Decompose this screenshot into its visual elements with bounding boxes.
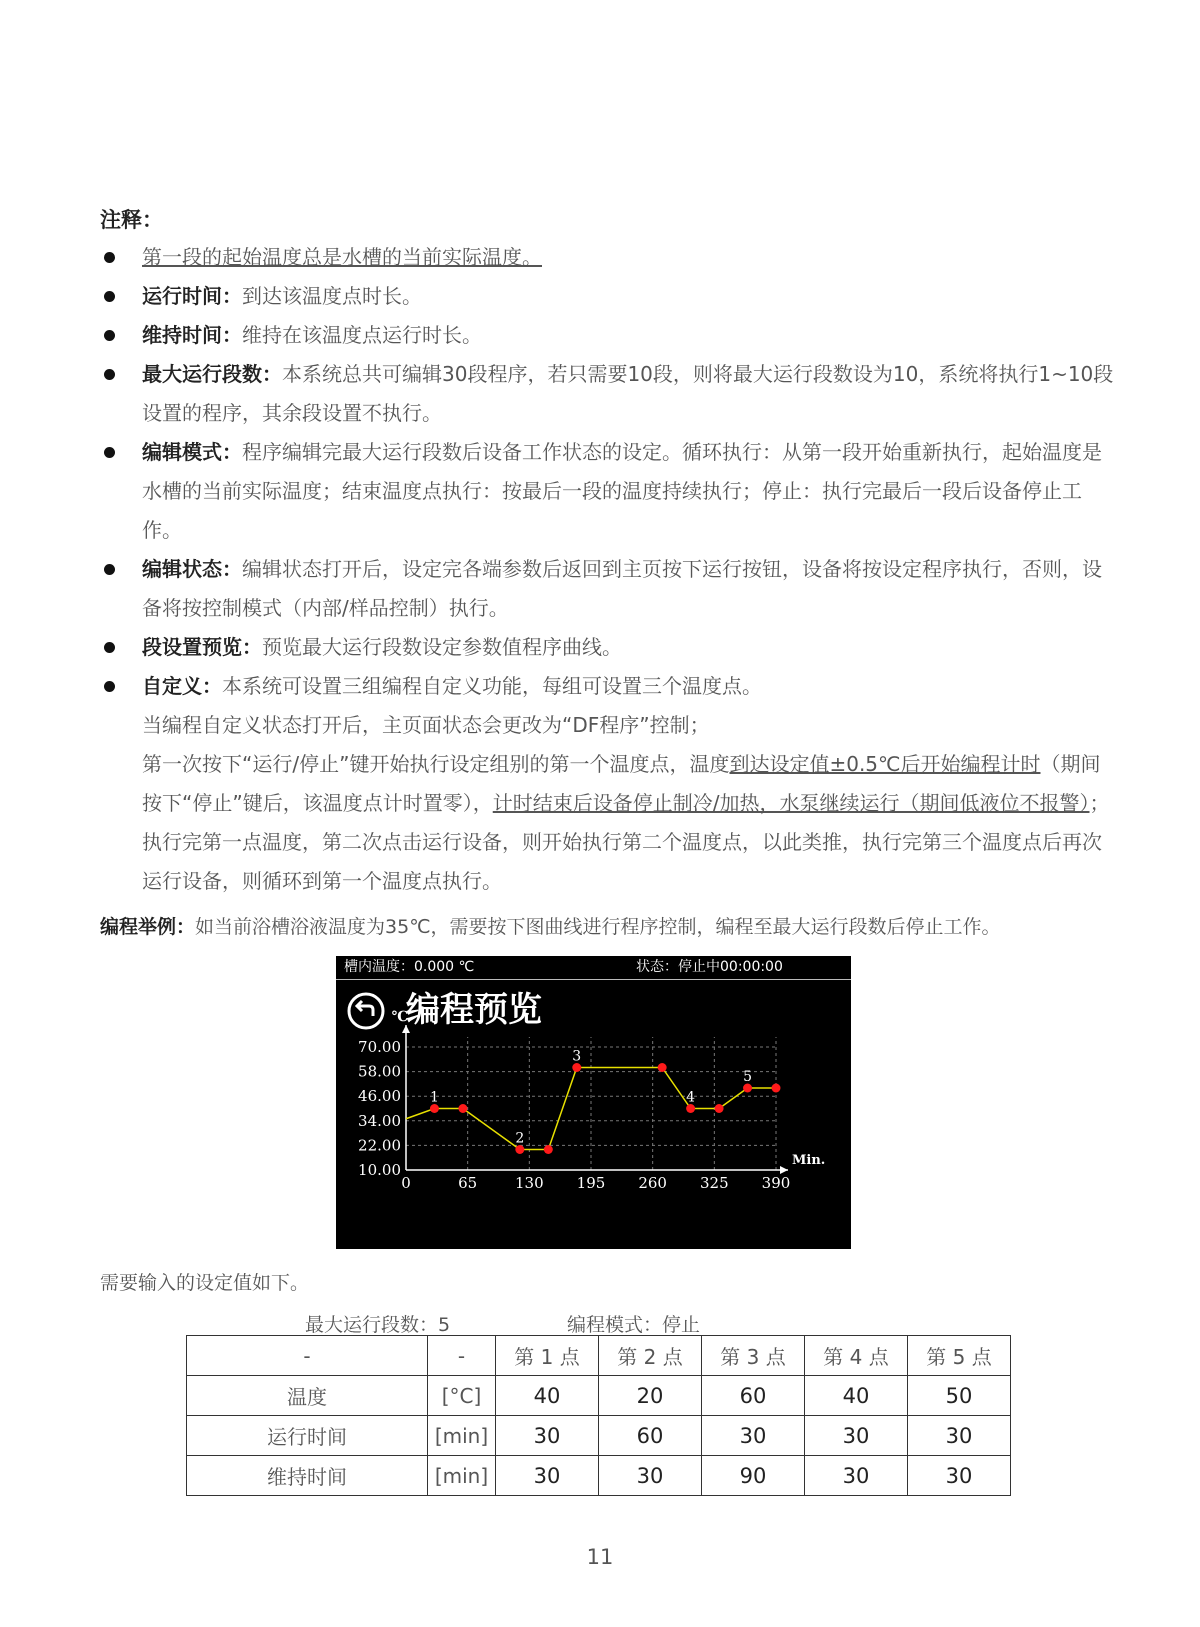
header-cell: 第 3 点: [702, 1336, 805, 1376]
bullet-icon: [104, 330, 115, 341]
header-cell: 第 1 点: [496, 1336, 599, 1376]
note-text: 预览最大运行段数设定参数值程序曲线。: [262, 635, 622, 659]
cell-value: 20: [599, 1376, 702, 1416]
y-tick-label: 22.00: [358, 1136, 401, 1155]
x-axis-arrow: [780, 1166, 788, 1174]
cell-value: 40: [496, 1376, 599, 1416]
header-cell: 第 4 点: [805, 1336, 908, 1376]
page-number: 11: [586, 1545, 614, 1569]
intro-text: 需要输入的设定值如下。: [100, 1272, 310, 1294]
cell-value: 30: [805, 1416, 908, 1456]
y-axis-unit: ℃: [391, 1009, 409, 1025]
note-text: 程序编辑完最大运行段数后设备工作状态的设定。循环执行：从第一段开始重新执行，起始温度是水槽的当前实际温度；结束温度点执行：按最后一段的温度持续执行；停止：执行完最后一段后设备停止工作。: [142, 440, 1102, 542]
cell-value: 30: [908, 1416, 1011, 1456]
list-item: [100, 550, 1120, 628]
header-cell: 第 2 点: [599, 1336, 702, 1376]
example-paragraph: [100, 912, 1001, 939]
program-chart: [336, 956, 851, 1249]
table-row: [187, 1376, 1011, 1416]
bullet-icon: [104, 447, 115, 458]
cell-value: 60: [599, 1416, 702, 1456]
x-tick-label: 260: [638, 1174, 667, 1192]
bath-temperature: 槽内温度：0.000 ℃: [344, 959, 475, 975]
note-term: 编辑状态：: [142, 557, 242, 581]
note-text: 本系统可设置三组编程自定义功能，每组可设置三个温度点。: [222, 674, 762, 698]
data-point: [772, 1084, 781, 1093]
row-unit: [min]: [428, 1416, 496, 1456]
data-point: [544, 1145, 553, 1154]
note-text: 到达该温度点时长。: [242, 284, 422, 308]
row-unit: [°C]: [428, 1376, 496, 1416]
x-tick-label: 130: [515, 1174, 544, 1192]
bullet-icon: [104, 681, 115, 692]
program-preview-screen: [336, 956, 851, 1249]
row-unit: [min]: [428, 1456, 496, 1496]
note-term: 自定义：: [142, 674, 222, 698]
header-cell: 第 5 点: [908, 1336, 1011, 1376]
max-segments: 最大运行段数：5: [305, 1314, 451, 1336]
notes-title: 注释：: [100, 208, 163, 232]
data-point: [658, 1063, 667, 1072]
list-item: [100, 355, 1120, 433]
custom-text: 第一次按下“运行/停止”键开始执行设定组别的第一个温度点，温度: [142, 752, 730, 776]
program-mode: 编程模式：停止: [567, 1314, 701, 1336]
header-cell: -: [187, 1336, 428, 1376]
custom-text: ；执行完第一点温度，第二次点击运行设备，则开始执行第二个温度点，以此类推，执行完第三个温度点后再次运行设备，则循环到第一个温度点执行。: [142, 791, 1110, 893]
row-label: 温度: [187, 1376, 428, 1416]
note-text: 第一段的起始温度总是水槽的当前实际温度。: [142, 245, 542, 269]
table-row: [187, 1456, 1011, 1496]
bullet-icon: [104, 369, 115, 380]
cell-value: 30: [496, 1416, 599, 1456]
cell-value: 30: [496, 1456, 599, 1496]
example-text: 如当前浴槽浴液温度为35℃，需要按下图曲线进行程序控制，编程至最大运行段数后停止工作。: [195, 916, 1001, 938]
cell-value: 40: [805, 1376, 908, 1416]
note-term: 编辑模式：: [142, 440, 242, 464]
note-term: 最大运行段数：: [142, 362, 282, 386]
cell-value: 30: [805, 1456, 908, 1496]
list-item: [100, 316, 1120, 355]
example-term: 编程举例：: [100, 916, 196, 938]
note-term: 段设置预览：: [142, 635, 262, 659]
data-point: [715, 1104, 724, 1113]
bullet-icon: [104, 291, 115, 302]
x-tick-label: 390: [761, 1174, 791, 1192]
row-label: 维持时间: [187, 1456, 428, 1496]
y-tick-label: 34.00: [358, 1111, 401, 1130]
y-tick-label: 46.00: [358, 1087, 401, 1106]
y-tick-label: 70.00: [358, 1038, 401, 1056]
table-header-row: [187, 1336, 1011, 1376]
custom-paragraph-2: [100, 745, 1120, 901]
point-label: 4: [686, 1089, 696, 1106]
settings-table: [186, 1335, 1011, 1496]
note-text: 编辑状态打开后，设定完各端参数后返回到主页按下运行按钮，设备将按设定程序执行，否则，设备将按控制模式（内部/样品控制）执行。: [142, 557, 1102, 620]
header-cell: -: [428, 1336, 496, 1376]
custom-paragraph-1: 当编程自定义状态打开后，主页面状态会更改为“DF程序”控制；: [142, 713, 710, 737]
cell-value: 50: [908, 1376, 1011, 1416]
point-label: 1: [430, 1089, 439, 1106]
custom-text-underlined: 到达设定值±0.5℃后开始编程计时: [729, 752, 1041, 776]
run-status: 状态：停止中00:00:00: [636, 959, 783, 975]
y-tick-label: 58.00: [358, 1062, 401, 1081]
note-text: 本系统总共可编辑30段程序，若只需要10段，则将最大运行段数设为10，系统将执行1~10段设置的程序，其余段设置不执行。: [142, 362, 1114, 425]
custom-text: （期间按下“停止”键后，该温度点计时置零），: [142, 752, 1101, 815]
point-label: 2: [515, 1130, 525, 1147]
point-label: 3: [572, 1048, 582, 1065]
list-item: [100, 238, 1120, 277]
table-row: [187, 1416, 1011, 1456]
x-tick-label: 325: [700, 1174, 729, 1192]
list-item: [100, 667, 1120, 706]
row-label: 运行时间: [187, 1416, 428, 1456]
y-tick-label: 10.00: [358, 1161, 401, 1179]
list-item: [100, 628, 1120, 667]
bullet-icon: [104, 252, 115, 263]
note-text: 维持在该温度点运行时长。: [242, 323, 482, 347]
bullet-icon: [104, 642, 115, 653]
cell-value: 30: [908, 1456, 1011, 1496]
cell-value: 30: [702, 1416, 805, 1456]
cell-value: 30: [599, 1456, 702, 1496]
cell-value: 90: [702, 1456, 805, 1496]
note-term: 运行时间：: [142, 284, 242, 308]
screen-title: 编程预览: [406, 990, 542, 1030]
cell-value: 60: [702, 1376, 805, 1416]
x-tick-label: 0: [401, 1174, 411, 1192]
x-tick-label: 195: [576, 1174, 606, 1192]
x-axis-unit: Min.: [792, 1153, 826, 1168]
data-point: [458, 1104, 467, 1113]
bullet-icon: [104, 564, 115, 575]
point-label: 5: [743, 1069, 752, 1085]
y-axis-arrow: [402, 1025, 410, 1033]
custom-text-underlined: 计时结束后设备停止制冷/加热，水泵继续运行（期间低液位不报警）: [492, 791, 1090, 815]
notes-list: [100, 238, 1120, 901]
list-item: [100, 277, 1120, 316]
note-term: 维持时间：: [142, 323, 242, 347]
x-tick-label: 65: [458, 1174, 478, 1192]
list-item: [100, 433, 1120, 550]
